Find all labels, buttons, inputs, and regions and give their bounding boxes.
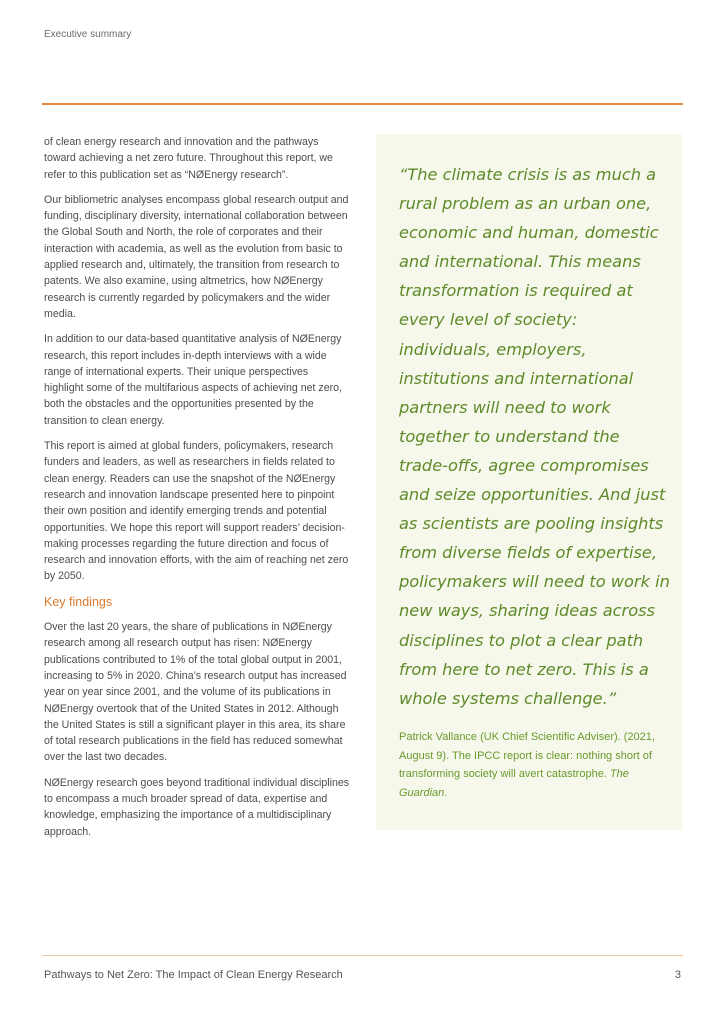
footer-report-title: Pathways to Net Zero: The Impact of Clean Energy Research xyxy=(44,969,343,981)
key-findings-heading: Key findings xyxy=(44,594,113,609)
page-number: 3 xyxy=(674,969,681,981)
body-paragraph: In addition to our data-based quantitative analysis of NØEnergy research, this report includes in-depth interviews with a wide range of international experts. Their unique perspectives highlight some of the multifarious aspects of achieving net zero, both the obstacles and the opportunities presented by the transition to clean energy. xyxy=(44,333,342,427)
citation-source: The Guardian xyxy=(399,768,629,799)
running-header: Executive summary xyxy=(44,29,132,40)
quote-citation xyxy=(399,728,669,802)
footer-divider xyxy=(42,955,683,956)
body-paragraph: of clean energy research and innovation and the pathways toward achieving a net zero future. Throughout this report, we refer to this publication set as “NØEnergy research”. xyxy=(44,136,333,181)
body-paragraph: This report is aimed at global funders, policymakers, research funders and leaders, as well as researchers in fields related to clean energy. Readers can use the snapshot of the NØEnergy research and innovation landscape presented here to pinpoint their own position and identify emerging trends and potential opportunities. We hope this report will support readers’ decision-making processes regarding the future direction and focus of research and innovation efforts, with the aim of reaching net zero by 2050. xyxy=(44,440,349,583)
citation-end: . xyxy=(444,786,448,799)
body-paragraph: NØEnergy research goes beyond traditional individual disciplines to encompass a much broader spread of data, expertise and knowledge, emphasizing the importance of a multidisciplinary approach. xyxy=(44,776,350,838)
body-paragraph: Our bibliometric analyses encompass global research output and funding, disciplinary diversity, international collaboration between the Global South and North, the role of corporates and their interaction with academia, as well as the evolution from basic to applied research and, ultimately, the transition from research to patents. We also examine, using altmetrics, how NØEnergy research is currently regarded by policymakers and the wider media. xyxy=(44,193,349,320)
pull-quote-text: “The climate crisis is as much a rural problem as an urban one, economic and human, domestic and international. This means transformation is required at every level of society: individuals, employers, institutions and international partners will need to work together to understand the trade-offs, agree compromises and seize opportunities. And just as scientists are pooling insights from diverse fields of expertise, policymakers will need to work in new ways, sharing ideas across disciplines to plot a clear path from here to net zero. This is a whole systems challenge.” xyxy=(399,165,670,708)
pull-quote-panel xyxy=(376,134,682,830)
main-text-column xyxy=(44,134,350,849)
header-divider xyxy=(42,103,683,105)
citation-text: Patrick Vallance (UK Chief Scientific Adviser). (2021, August 9). The IPCC report is clear: nothing short of transforming society will avert catastrophe. xyxy=(399,731,655,780)
body-paragraph: Over the last 20 years, the share of publications in NØEnergy research among all research output has risen: NØEnergy publications contributed to 1% of the total global output in 2001, increasing to 5% in 2020. China’s research output has increased year on year since 2001, and the volume of its publications in NØEnergy overtook that of the United States in 2012. Although the United States is still a significant player in this area, its share of total research publications in the field has reduced somewhat over the last two decades. xyxy=(44,621,347,764)
